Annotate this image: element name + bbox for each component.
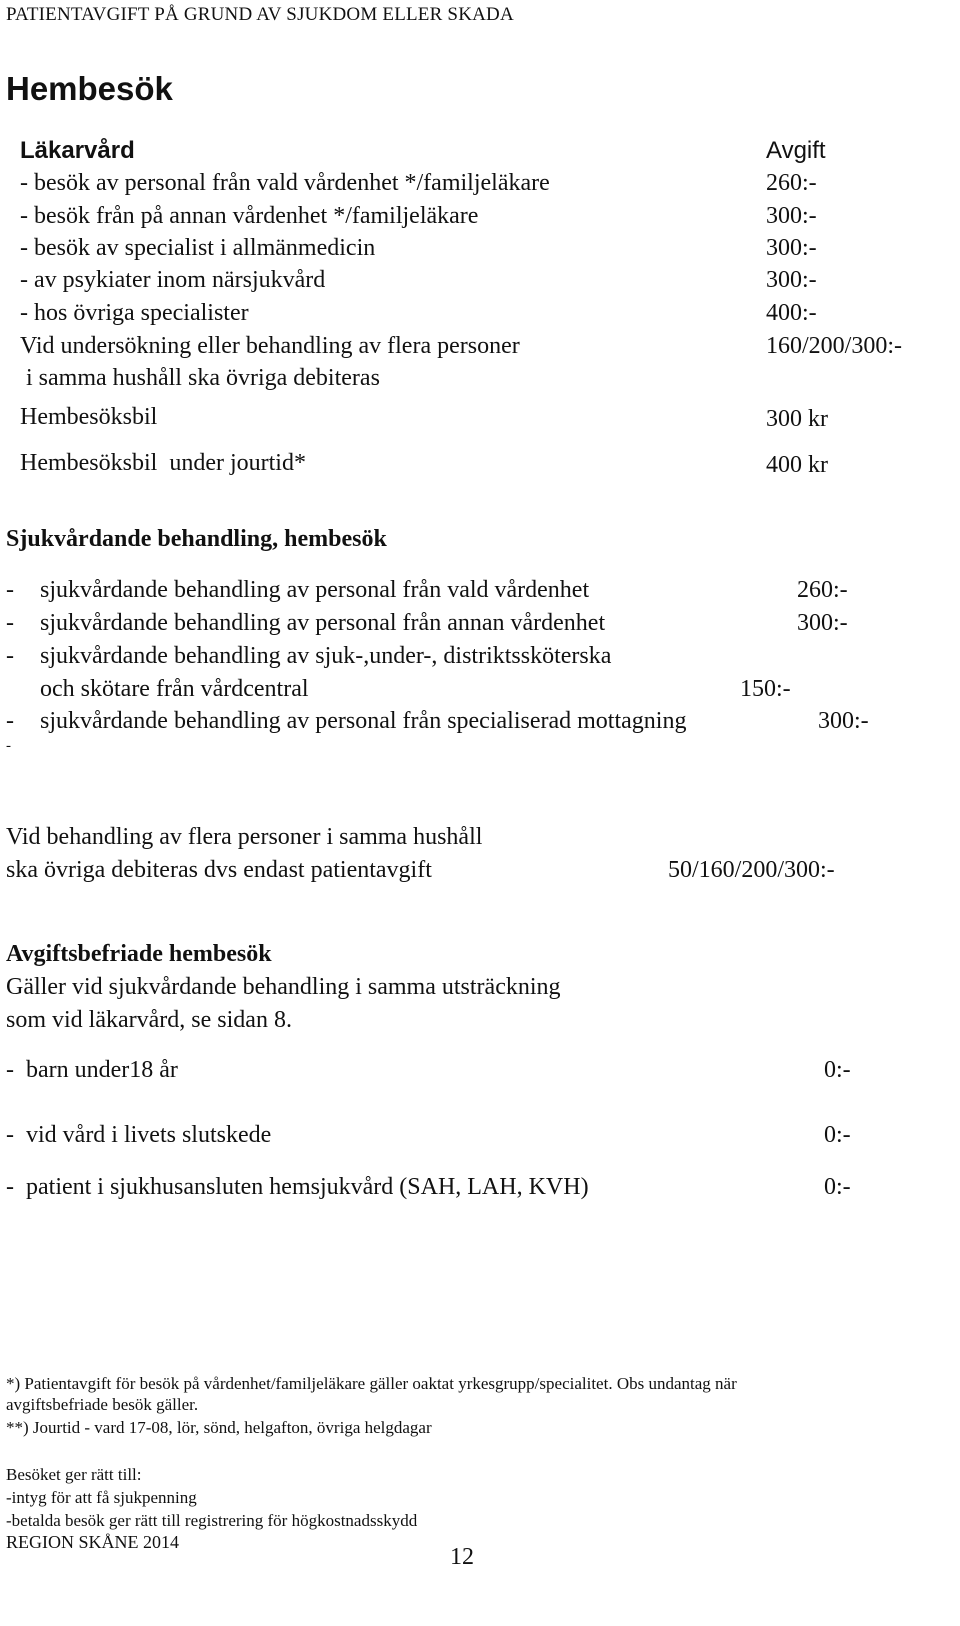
household-line-2: ska övriga debiteras dvs endast patientavgift	[6, 857, 432, 883]
hembesoksbil-jour-label: Hembesöksbil under jourtid*	[20, 450, 306, 476]
footnote-2: **) Jourtid - vard 17-08, lör, sönd, helgafton, övriga helgdagar	[6, 1418, 432, 1437]
page-title: Hembesök	[6, 70, 173, 107]
household-line-1: Vid behandling av flera personer i samma hushåll	[6, 824, 483, 850]
fee-row-label: sjukvårdande behandling av personal från annan vårdenhet	[40, 610, 606, 636]
row-dash: -	[6, 577, 14, 603]
page-number: 12	[450, 1544, 474, 1570]
footnote-1-line-1: *) Patientavgift för besök på vårdenhet/familjeläkare gäller oaktat yrkesgrupp/specialitet. Obs undantag när	[6, 1374, 737, 1393]
footer-org: REGION SKÅNE 2014	[6, 1532, 179, 1552]
exempt-item-label: - vid vård i livets slutskede	[6, 1122, 272, 1148]
fee-row-label: - besök från på annan vårdenhet */familjeläkare	[20, 203, 479, 229]
fee-row-value: 400:-	[766, 300, 817, 326]
stray-dash: -	[6, 738, 11, 754]
exempt-item-label: - barn under18 år	[6, 1057, 178, 1083]
fee-row-label: - besök av specialist i allmänmedicin	[20, 235, 376, 261]
fee-row-value: 300:-	[766, 235, 817, 261]
fee-row-label: - hos övriga specialister	[20, 300, 249, 326]
fee-row-value: 160/200/300:-	[766, 333, 902, 359]
avgiftsbefriade-heading: Avgiftsbefriade hembesök	[6, 941, 272, 967]
hembesoksbil-fee: 300 kr	[766, 406, 828, 432]
rights-heading: Besöket ger rätt till:	[6, 1465, 142, 1484]
hembesoksbil-label: Hembesöksbil	[20, 404, 158, 430]
footnote-1-line-2: avgiftsbefriade besök gäller.	[6, 1395, 199, 1414]
fee-row-value: 300:-	[766, 267, 817, 293]
fee-column-heading: Avgift	[766, 137, 826, 164]
rights-item: -betalda besök ger rätt till registrering för högkostnadsskydd	[6, 1511, 418, 1530]
fee-row-label: sjukvårdande behandling av personal från specialiserad mottagning	[40, 708, 687, 734]
hembesoksbil-jour-fee: 400 kr	[766, 452, 828, 478]
fee-row-label: sjukvårdande behandling av personal från vald vårdenhet	[40, 577, 590, 603]
fee-row-label: - av psykiater inom närsjukvård	[20, 267, 326, 293]
fee-row-label: Vid undersökning eller behandling av flera personer	[20, 333, 520, 359]
household-fee: 50/160/200/300:-	[668, 857, 835, 883]
sjukvardande-heading: Sjukvårdande behandling, hembesök	[6, 526, 387, 552]
exempt-item-label: - patient i sjukhusansluten hemsjukvård (SAH, LAH, KVH)	[6, 1174, 589, 1200]
exempt-item-fee: 0:-	[824, 1122, 851, 1148]
rights-item: -intyg för att få sjukpenning	[6, 1488, 197, 1507]
fee-row-label: och skötare från vårdcentral	[40, 676, 309, 702]
fee-row-label: sjukvårdande behandling av sjuk-,under-, distriktssköterska	[40, 643, 612, 669]
fee-row-value: 300:-	[818, 708, 869, 734]
fee-row-value: 150:-	[740, 676, 791, 702]
row-dash: -	[6, 643, 14, 669]
running-header: PATIENTAVGIFT PÅ GRUND AV SJUKDOM ELLER SKADA	[6, 4, 514, 25]
row-dash: -	[6, 610, 14, 636]
fee-row-value: 300:-	[797, 610, 848, 636]
fee-row-value: 260:-	[766, 170, 817, 196]
row-dash: -	[6, 708, 14, 734]
avgiftsbefriade-text-2: som vid läkarvård, se sidan 8.	[6, 1007, 292, 1033]
fee-row-value: 300:-	[766, 203, 817, 229]
lakarvard-heading: Läkarvård	[20, 137, 135, 164]
multi-person-note: i samma hushåll ska övriga debiteras	[20, 365, 380, 391]
fee-row-value: 260:-	[797, 577, 848, 603]
fee-row-label: - besök av personal från vald vårdenhet */familjeläkare	[20, 170, 550, 196]
exempt-item-fee: 0:-	[824, 1057, 851, 1083]
exempt-item-fee: 0:-	[824, 1174, 851, 1200]
avgiftsbefriade-text-1: Gäller vid sjukvårdande behandling i samma utsträckning	[6, 974, 561, 1000]
